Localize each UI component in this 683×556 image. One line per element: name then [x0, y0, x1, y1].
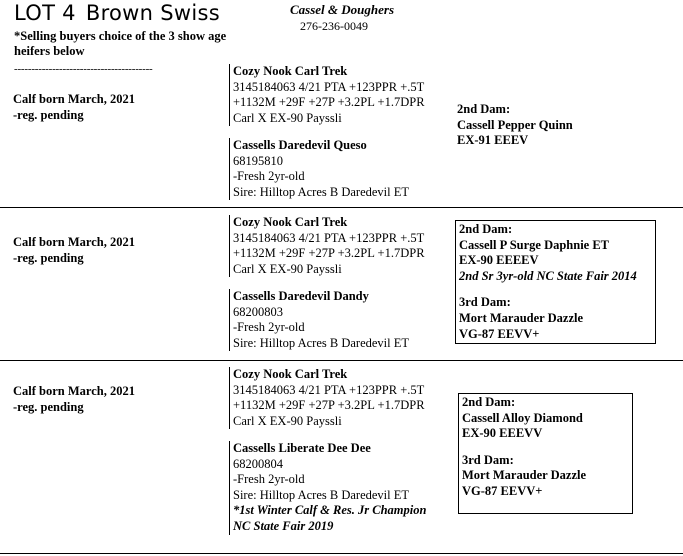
- sire-line: +1132M +29F +27P +3.2PL +1.7DPR: [233, 246, 425, 261]
- second-dam-name: Cassell P Surge Daphnie ET: [459, 237, 610, 252]
- dam-block-3: [229, 441, 426, 535]
- selling-note: *Selling buyers choice of the 3 show age heifers below: [14, 29, 227, 58]
- dam-status: -Fresh 2yr-old: [233, 472, 305, 487]
- sire-line: 3145184063 4/21 PTA +123PPR +.5T: [233, 382, 425, 397]
- calf-born: Calf born March, 2021: [13, 384, 135, 398]
- sire-line: 3145184063 4/21 PTA +123PPR +.5T: [233, 230, 425, 245]
- sire-line: Carl X EX-90 Payssli: [233, 110, 342, 125]
- sire-name: Cozy Nook Carl Trek: [233, 367, 348, 381]
- second-dam-label: 2nd Dam:: [457, 102, 511, 116]
- lot-number: LOT 4: [14, 1, 76, 25]
- calf-reg: -reg. pending: [13, 108, 84, 122]
- third-dam-label: 3rd Dam:: [459, 295, 511, 310]
- dam-box-2: [455, 220, 656, 344]
- breed-name: Brown Swiss: [85, 1, 220, 25]
- dam-block-2: [229, 289, 409, 351]
- dam-sire: Sire: Hilltop Acres B Daredevil ET: [233, 335, 410, 350]
- dam-status: -Fresh 2yr-old: [233, 169, 305, 184]
- row-divider: [0, 360, 683, 361]
- dam-name: Cassells Daredevil Queso: [233, 138, 367, 152]
- dam-reg-no: 68195810: [233, 153, 283, 168]
- sire-name: Cozy Nook Carl Trek: [233, 64, 348, 78]
- sire-line: +1132M +29F +27P +3.2PL +1.7DPR: [233, 398, 425, 413]
- pedigree-2: [229, 215, 425, 277]
- pedigree-3: [229, 367, 425, 429]
- third-dam-name: Mort Marauder Dazzle: [462, 468, 587, 483]
- sire-line: Carl X EX-90 Payssli: [233, 261, 342, 276]
- calf-born: Calf born March, 2021: [13, 235, 135, 249]
- breeder-phone: 276-236-0049: [300, 19, 368, 33]
- pedigree-1: [229, 64, 425, 126]
- row-divider: [0, 207, 683, 208]
- sire-name: Cozy Nook Carl Trek: [233, 215, 348, 229]
- calf-info-2: [13, 234, 135, 266]
- third-dam-label: 3rd Dam:: [462, 452, 514, 467]
- dam-honor: NC State Fair 2019: [233, 518, 334, 533]
- dam-sire: Sire: Hilltop Acres B Daredevil ET: [233, 487, 410, 502]
- dam-name: Cassells Liberate Dee Dee: [233, 441, 371, 455]
- calf-info-1: [13, 91, 135, 123]
- sire-line: +1132M +29F +27P +3.2PL +1.7DPR: [233, 95, 425, 110]
- header-separator: ----------------------------------------: [14, 63, 153, 75]
- second-dam-score: EX-91 EEEV: [457, 133, 529, 148]
- second-dam-name: Cassell Alloy Diamond: [462, 410, 583, 425]
- dam-reg-no: 68200803: [233, 304, 283, 319]
- second-dam-label: 2nd Dam:: [462, 395, 516, 409]
- sire-line: Carl X EX-90 Payssli: [233, 413, 342, 428]
- dam-box-3: [458, 393, 633, 514]
- second-dam-name: Cassell Pepper Quinn: [457, 117, 573, 132]
- calf-reg: -reg. pending: [13, 400, 84, 414]
- calf-born: Calf born March, 2021: [13, 92, 135, 106]
- lot-title: [14, 1, 220, 25]
- second-dam-score: EX-90 EEEVV: [462, 426, 543, 441]
- third-dam-name: Mort Marauder Dazzle: [459, 310, 584, 325]
- second-dam-score: EX-90 EEEEV: [459, 253, 539, 268]
- dam-sire: Sire: Hilltop Acres B Daredevil ET: [233, 184, 410, 199]
- calf-reg: -reg. pending: [13, 251, 84, 265]
- third-dam-score: VG-87 EEVV+: [462, 483, 543, 498]
- calf-info-3: [13, 383, 135, 415]
- dam-name: Cassells Daredevil Dandy: [233, 289, 369, 303]
- second-dam-1: [457, 102, 573, 149]
- second-dam-label: 2nd Dam:: [459, 222, 513, 236]
- dam-honor: *1st Winter Calf & Res. Jr Champion: [233, 503, 427, 518]
- third-dam-score: VG-87 EEVV+: [459, 326, 540, 341]
- row-divider: [0, 553, 683, 554]
- sire-line: 3145184063 4/21 PTA +123PPR +.5T: [233, 79, 425, 94]
- second-dam-note: 2nd Sr 3yr-old NC State Fair 2014: [459, 268, 637, 283]
- dam-status: -Fresh 2yr-old: [233, 320, 305, 335]
- dam-block-1: [229, 138, 409, 200]
- breeder-name: Cassel & Doughers: [290, 2, 395, 17]
- dam-reg-no: 68200804: [233, 456, 283, 471]
